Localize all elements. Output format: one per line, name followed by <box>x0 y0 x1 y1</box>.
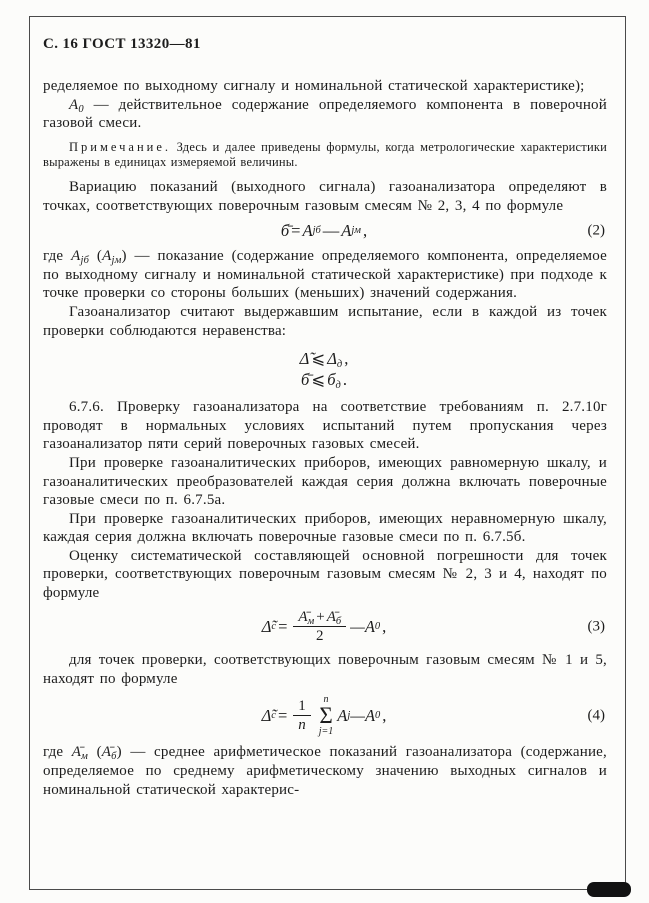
note-text: Здесь и далее приведены формулы, когда метрологические характеристики выражены в единицах измеряемой величины. <box>43 139 607 170</box>
formula-2: б̄ = А jб — А jм , (2) <box>280 221 605 241</box>
inequality-delta: Δ̃ ⩽ $\Delta_д$ , <box>299 349 349 371</box>
paragraph-nonuniform-scale: При проверке газоаналитических приборов, имеющих неравномерную шкалу, каждая серия должна включать поверочные газовые смеси по п. 6.7.5б. <box>43 510 607 546</box>
var-delta-c: Δ̃ <box>261 617 272 637</box>
paragraph-where-mean: где $А̄_м$ $(А̄_б)$ — среднее арифметическое показаний газоанализатора (содержание, определяемое по среднему арифметическому значению выходных сигналов и номинальной статической характерис- <box>43 744 607 798</box>
paragraph-a0-definition <box>43 96 607 133</box>
formula-number-2: (2) <box>587 222 605 239</box>
paragraph-points-1-5: для точек проверки, соответствующих поверочным газовым смесям № 1 и 5, находят по формуле <box>43 652 607 687</box>
formula-3: Δ̃ с = $\frac{А̄_м + А̄_б}{2}$ —А 0 , (3) <box>261 608 605 645</box>
paragraph-variation: Вариацию показаний (выходного сигнала) газоанализатора определяют в точках, соответствующих поверочным газовым смесям № 2, 3, 4 по формуле <box>43 178 607 214</box>
scan-corner-artifact <box>587 882 631 897</box>
paragraph-6-7-6: 6.7.6. Проверку газоанализатора на соответствие требованиям п. 2.7.10г проводят в нормальных условиях испытаний путем пропускания через газоанализатор пяти серий поверочных газовых смесей. <box>43 399 607 453</box>
fraction-1-n: $\frac{1}{n}$ <box>293 698 311 735</box>
var-b-bar: б̄ <box>280 221 290 241</box>
sigma-icon: Σ <box>319 703 333 729</box>
var-a-jm: А <box>341 221 352 241</box>
page-content <box>43 36 607 799</box>
paragraph-uniform-scale: При проверке газоаналитических приборов, имеющих равномерную шкалу, и газоаналитических преобразователей каждая серия должна включать поверочные газовые смеси по п. 6.7.5а. <box>43 454 607 509</box>
inequality-variation: б̄ ⩽ $б_д$ . <box>301 370 347 392</box>
note-paragraph <box>43 140 607 171</box>
var-a-jb: А <box>302 221 313 241</box>
formula-number-4: (4) <box>587 707 605 724</box>
fraction: $\frac{А̄_м + А̄_б}{2}$ <box>293 609 346 646</box>
var-a-jm: $А_{jм}$ <box>102 248 122 267</box>
a0-definition-text: — действительное содержание определяемого компонента в поверочной газовой смеси. <box>43 96 607 132</box>
formula-number-3: (3) <box>587 618 605 635</box>
var-a-jb: $А_{jб}$ <box>71 248 90 267</box>
note-label: Примечание. <box>69 139 172 154</box>
formula-4: Δ̃ с = $\frac{1}{n}$ n Σ j=1 А j —А 0 , (4) <box>261 693 605 737</box>
inequalities-block <box>43 348 607 390</box>
paragraph-continuation: ределяемое по выходному сигналу и номинальной статической характеристике); <box>43 78 585 94</box>
page-header: С. 16 ГОСТ 13320—81 <box>43 36 201 52</box>
paragraph-test-condition: Газоанализатор считают выдержавшим испытание, если в каждой из точек проверки соблюдаются неравенства: <box>43 303 607 339</box>
var-a-mean-m: $А̄_м$ <box>71 744 89 763</box>
paragraph-systematic-error: Оценку систематической составляющей основной погрешности для точек проверки, соответствующих поверочным газовым смесям № 2, 3 и 4, находят по формуле <box>43 547 607 602</box>
var-a-mean-b: $А̄_б$ <box>101 744 117 763</box>
var-delta-c: Δ̃ <box>261 706 272 726</box>
paragraph-where-ajb: где $А_{jб}$ $(А_{jм})$ — показание (содержание определяемого компонента, определяемое по выходному сигналу и номинальной статической характеристике) при подходе к точке проверки со стороны больших (меньших) значений содержания. <box>43 248 607 302</box>
var-a-j: А <box>337 706 348 726</box>
summation-sign: n Σ j=1 <box>318 693 334 737</box>
var-a0: $А_0$ <box>69 96 84 115</box>
